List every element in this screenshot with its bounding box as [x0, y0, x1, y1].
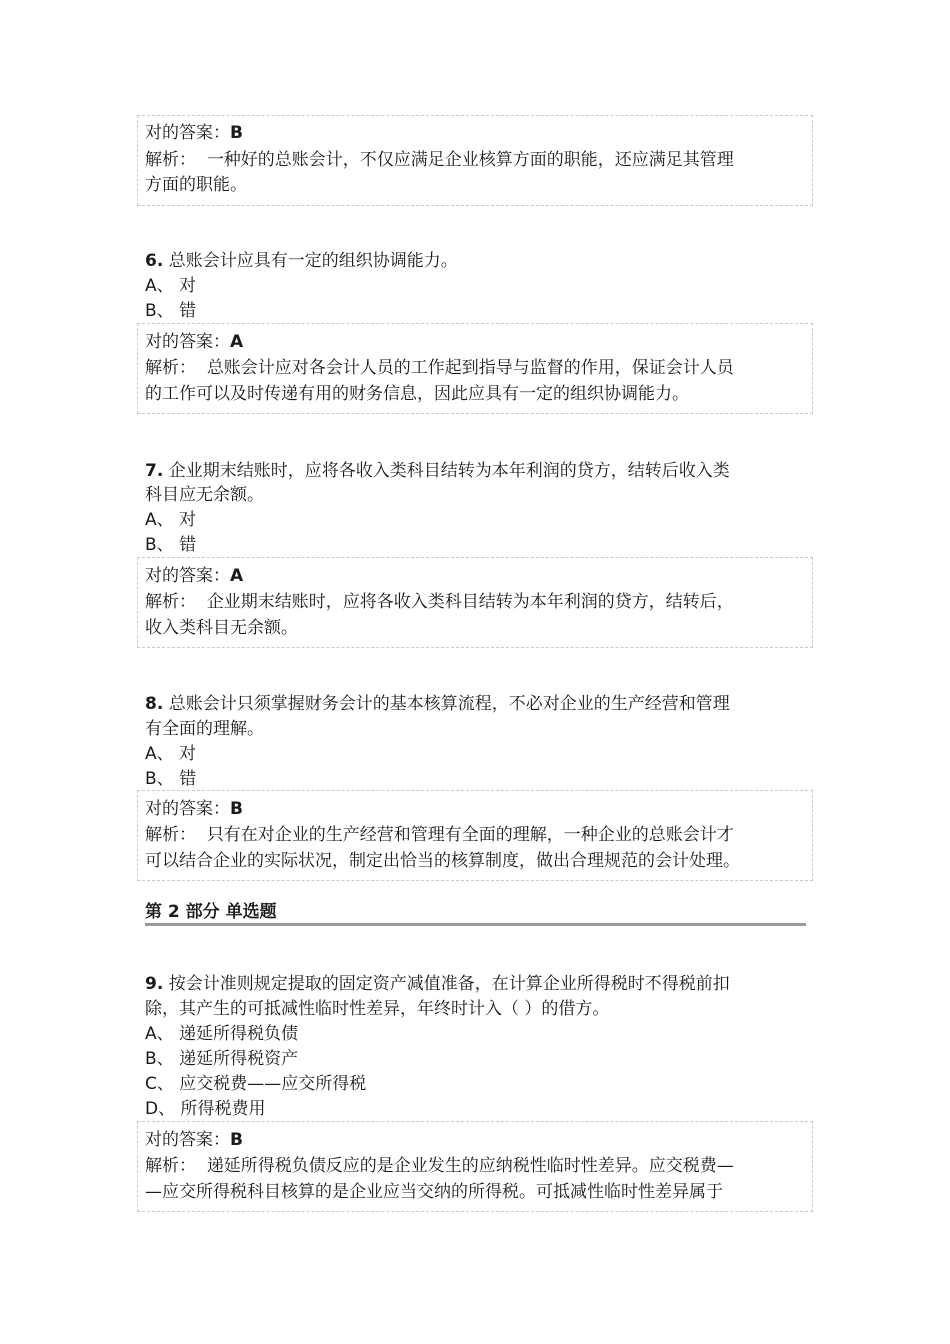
analysis-line: 方面的职能。 [145, 175, 247, 195]
answer-line: 对的答案：A [145, 332, 244, 352]
analysis-line: —应交所得税科目核算的是企业应当交纳的所得税。可抵减性临时性差异属于 [145, 1182, 723, 1202]
option-d: D、 所得税费用 [145, 1099, 266, 1119]
analysis-line: 解析： 一种好的总账会计，不仅应满足企业核算方面的职能，还应满足其管理 [145, 150, 734, 170]
answer-box [137, 790, 813, 881]
analysis-line: 解析： 只有在对企业的生产经营和管理有全面的理解，一种企业的总账会计才 [145, 825, 734, 845]
question-text: 7. 企业期末结账时，应将各收入类科目结转为本年利润的贷方，结转后收入类 [145, 461, 730, 481]
analysis-line: 的工作可以及时传递有用的财务信息，因此应具有一定的组织协调能力。 [145, 384, 689, 404]
answer-box [137, 1121, 813, 1212]
question-text: 8. 总账会计只须掌握财务会计的基本核算流程，不必对企业的生产经营和管理 [145, 694, 730, 714]
analysis-line: 解析： 递延所得税负债反应的是企业发生的应纳税性临时性差异。应交税费— [145, 1156, 734, 1176]
answer-line: 对的答案：A [145, 566, 244, 586]
option-a: A、 对 [145, 744, 197, 764]
option-a: A、 对 [145, 510, 197, 530]
answer-box [137, 323, 813, 414]
option-b: B、 错 [145, 301, 197, 321]
analysis-line: 解析： 总账会计应对各会计人员的工作起到指导与监督的作用，保证会计人员 [145, 358, 734, 378]
option-b: B、 错 [145, 769, 197, 789]
question-text-cont: 除，其产生的可抵减性临时性差异，年终时计入（ ）的借方。 [145, 999, 610, 1019]
answer-box [137, 115, 813, 206]
answer-line: 对的答案：B [145, 123, 243, 143]
analysis-line: 收入类科目无余额。 [145, 618, 298, 638]
option-b: B、 错 [145, 535, 197, 555]
option-a: A、 对 [145, 276, 197, 296]
question-text: 6. 总账会计应具有一定的组织协调能力。 [145, 251, 458, 271]
section-divider [145, 923, 806, 926]
option-a: A、 递延所得税负债 [145, 1024, 299, 1044]
option-b: B、 递延所得税资产 [145, 1049, 299, 1069]
option-c: C、 应交税费——应交所得税 [145, 1074, 367, 1094]
answer-line: 对的答案：B [145, 799, 243, 819]
section-title: 第 2 部分 单选题 [145, 902, 277, 922]
analysis-line: 可以结合企业的实际状况，制定出恰当的核算制度，做出合理规范的会计处理。 [145, 851, 740, 871]
question-text: 9. 按会计准则规定提取的固定资产减值准备，在计算企业所得税时不得税前扣 [145, 974, 730, 994]
analysis-line: 解析： 企业期末结账时，应将各收入类科目结转为本年利润的贷方，结转后， [145, 592, 734, 612]
question-text-cont: 科目应无余额。 [145, 485, 264, 505]
answer-box [137, 557, 813, 648]
answer-line: 对的答案：B [145, 1130, 243, 1150]
question-text-cont: 有全面的理解。 [145, 719, 264, 739]
